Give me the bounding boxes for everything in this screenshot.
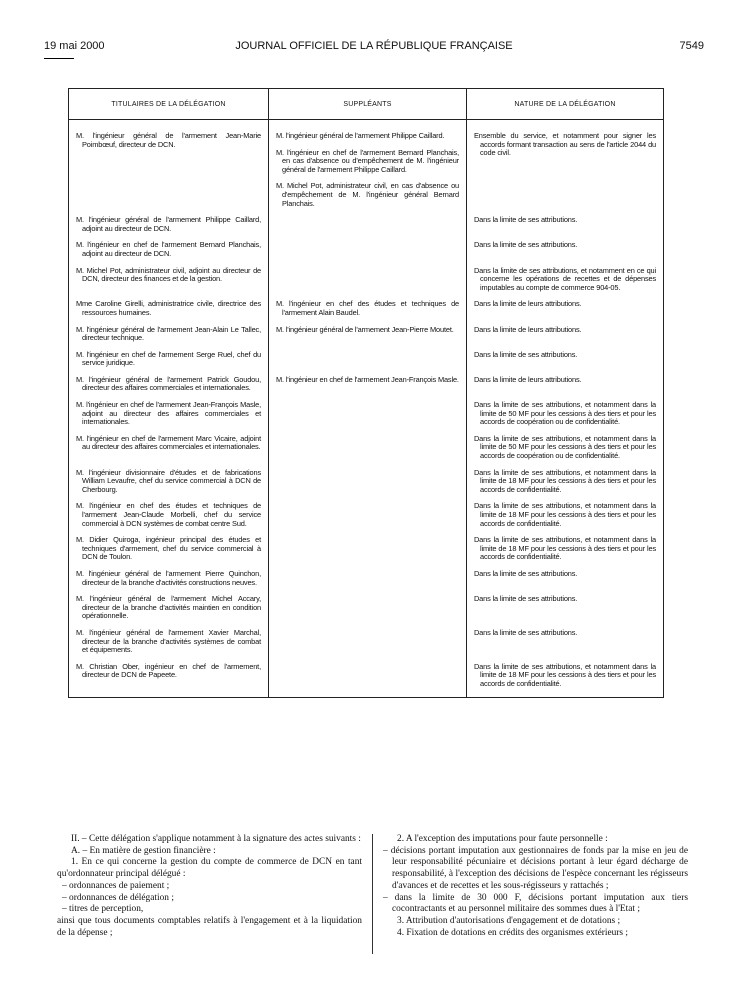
nature-text: Dans la limite de ses attributions, et notamment dans la limite de 18 MF pour les cessions à des tiers et pour les accords de confidentialité. [474,501,656,528]
suppleant-cell [269,570,467,587]
suppleant-cell [269,435,467,461]
column-header-suppleants: SUPPLÉANTS [269,89,467,120]
nature-cell [467,326,664,343]
body-paragraph: 1. En ce qui concerne la gestion du compte de commerce de DCN en tant qu'ordonnateur principal délégué : [57,857,362,880]
titulaire-text: M. l'ingénieur en chef de l'armement Jean-François Masle, adjoint au directeur des affaires commerciales et internationales. [76,400,261,427]
titulaire-cell [69,326,269,343]
suppleant-cell [269,376,467,393]
nature-text: Dans la limite de leurs attributions. [474,324,582,334]
page-header [44,40,704,54]
nature-text: Dans la limite de ses attributions, et notamment dans la limite de 50 MF pour les cessions à des tiers et pour les accords de coopération ou de confidentialité. [474,400,656,427]
titulaire-cell [69,629,269,655]
body-paragraph: – titres de perception, [62,904,144,915]
table-row [69,300,664,317]
table-row [69,326,664,343]
titulaire-text: M. l'ingénieur en chef de l'armement Serge Ruel, chef du service juridique. [76,349,261,368]
suppleant-cell [269,502,467,528]
nature-cell [467,502,664,528]
nature-cell [467,570,664,587]
suppleant-cell [269,469,467,495]
nature-cell [467,663,664,689]
nature-cell [467,132,664,208]
titulaire-cell [69,401,269,427]
nature-cell [467,536,664,562]
nature-text: Dans la limite de ses attributions. [474,240,578,250]
nature-text: Dans la limite de ses attributions, et notamment dans la limite de 18 MF pour les cessions à des tiers et pour les accords de confidentialité. [474,467,656,494]
titulaire-cell [69,300,269,317]
titulaire-text: M. l'ingénieur général de l'armement Michel Accary, directeur de la branche d'activités maintien en condition opérationnelle. [76,594,261,621]
body-paragraph: – ordonnances de délégation ; [62,892,174,903]
titulaire-text: M. l'ingénieur en chef de l'armement Marc Vicaire, adjoint au directeur des affaires commerciales et internationales. [76,433,261,452]
suppleant-cell [269,241,467,258]
table-row [69,376,664,393]
suppleant-text: M. l'ingénieur en chef de l'armement Jean-François Masle. [276,374,459,384]
page-number: 7549 [679,40,704,52]
titulaire-cell [69,469,269,495]
suppleant-cell [269,351,467,368]
table-row [69,401,664,427]
titulaire-cell [69,595,269,621]
nature-cell [467,435,664,461]
body-text-right-column [383,834,688,939]
nature-cell [467,241,664,258]
table-row [69,536,664,562]
body-paragraph: – ordonnances de paiement ; [62,880,170,891]
titulaire-text: M. l'ingénieur général de l'armement Jean-Alain Le Tallec, directeur technique. [76,324,261,343]
nature-cell [467,300,664,317]
nature-cell [467,469,664,495]
titulaire-cell [69,132,269,208]
suppleant-text: M. l'ingénieur en chef des études et techniques de l'armement Alain Baudel. [276,299,459,317]
suppleant-text: M. l'ingénieur en chef de l'armement Bernard Planchais, en cas d'absence ou d'empêchement de M. l'ingénieur général de l'armement Philippe Caillard. [276,147,459,174]
nature-cell [467,595,664,621]
body-paragraph: ainsi que tous documents comptables relatifs à l'engagement et à la liquidation de la dépense ; [57,915,362,938]
titulaire-cell [69,267,269,293]
table-row [69,267,664,293]
body-paragraph: 4. Fixation de dotations en crédits des organismes extérieurs ; [397,927,629,938]
titulaire-cell [69,351,269,368]
titulaire-text: M. l'ingénieur général de l'armement Philippe Caillard, adjoint au directeur de DCN. [76,215,261,233]
suppleant-cell [269,595,467,621]
nature-text: Dans la limite de ses attributions, et notamment dans la limite de 18 MF pour les cessions à des tiers et pour les accords de confidentialité. [474,535,656,562]
nature-cell [467,216,664,233]
table-row [69,351,664,368]
table-header-row [69,89,664,120]
titulaire-cell [69,376,269,393]
body-paragraph: – dans la limite de 30 000 F, décisions portant imputation aux tiers cocontractants et au personnel militaire des sommes dues à l'Etat ; [383,892,688,915]
table-row [69,241,664,258]
suppleant-text: M. l'ingénieur général de l'armement Philippe Caillard. [276,131,445,140]
delegation-table [68,88,664,698]
titulaire-text: M. l'ingénieur général de l'armement Patrick Goudou, directeur des affaires commerciales et internationales. [76,374,261,393]
titulaire-text: M. l'ingénieur général de l'armement Xavier Marchal, directeur de la branche d'activités systèmes de combat et équipements. [76,627,261,655]
titulaire-cell [69,570,269,587]
suppleant-cell [269,300,467,317]
table-row [69,663,664,689]
nature-text: Dans la limite de ses attributions, et notamment dans la limite de 18 MF pour les cessions à des tiers et pour les accords de confidentialité. [474,661,656,688]
titulaire-text: M. l'ingénieur en chef de l'armement Bernard Planchais, adjoint au directeur de DCN. [76,240,261,258]
body-paragraph: 3. Attribution d'autorisations d'engagement et de dotations ; [397,915,621,926]
table-body [69,120,664,698]
suppleant-cell [269,132,467,208]
suppleant-cell [269,629,467,655]
nature-cell [467,267,664,293]
column-divider [372,834,373,954]
nature-text: Dans la limite de ses attributions. [474,349,578,359]
body-paragraph: II. – Cette délégation s'applique notamment à la signature des actes suivants : [71,834,361,844]
titulaire-cell [69,216,269,233]
suppleant-cell [269,401,467,427]
suppleant-cell [269,267,467,293]
table-row [69,629,664,655]
nature-text: Dans la limite de leurs attributions. [474,374,582,384]
titulaire-text: M. l'ingénieur général de l'armement Jean-Marie Poimbœuf, directeur de DCN. [76,131,261,149]
table-row [69,595,664,621]
nature-cell [467,629,664,655]
body-paragraph: – décisions portant imputation aux gestionnaires de fonds par la mise en jeu de leur responsabilité pécuniaire et décisions portant à leur égard décharge de responsabilité, à l'exception des décisions de l'espèce concernant les régisseurs d'avances et de recettes et les sous-régisseurs y rattachés ; [383,845,688,891]
titulaire-text: M. Didier Quiroga, ingénieur principal des études et techniques d'armement, chef du service commercial à DCN de Toulon. [76,535,261,562]
nature-text: Dans la limite de ses attributions. [474,594,578,604]
issue-date: 19 mai 2000 [44,40,105,52]
nature-text: Dans la limite de ses attributions. [474,627,578,637]
titulaire-text: M. Michel Pot, administrateur civil, adjoint au directeur de DCN, directeur des finances et de la gestion. [76,265,261,284]
table-row [69,216,664,233]
nature-cell [467,351,664,368]
body-text-left-column [57,834,362,939]
titulaire-text: M. l'ingénieur divisionnaire d'études et de fabrications William Levaufre, chef du service commercial à DCN de Cherbourg. [76,467,261,494]
titulaire-cell [69,663,269,689]
table-row [69,469,664,495]
titulaire-cell [69,502,269,528]
row-spacer [69,689,664,698]
nature-text: Dans la limite de ses attributions. [474,568,578,578]
body-paragraph: 2. A l'exception des imputations pour faute personnelle : [397,834,608,844]
nature-text: Dans la limite de ses attributions, et notamment dans la limite de 50 MF pour les cessions à des tiers et pour les accords de coopération ou de confidentialité. [474,433,656,461]
column-header-titulaires: TITULAIRES DE LA DÉLÉGATION [69,89,269,120]
suppleant-cell [269,216,467,233]
table-row [69,435,664,461]
titulaire-cell [69,241,269,258]
titulaire-cell [69,435,269,461]
suppleant-text: M. Michel Pot, administrateur civil, en cas d'absence ou d'empêchement de M. l'ingénieur général Bernard Planchais. [276,181,459,208]
nature-cell [467,401,664,427]
nature-text: Dans la limite de leurs attributions. [474,299,582,309]
body-paragraph: A. – En matière de gestion financière : [71,845,216,856]
nature-text: Ensemble du service, et notamment pour signer les accords formant transaction au sens de l'article 2044 du code civil. [474,131,656,158]
table-row [69,132,664,208]
suppleant-cell [269,663,467,689]
titulaire-text: M. Christian Ober, ingénieur en chef de l'armement, directeur de DCN de Papeete. [76,661,261,680]
titulaire-cell [69,536,269,562]
journal-title: JOURNAL OFFICIEL DE LA RÉPUBLIQUE FRANÇAISE [235,40,513,52]
suppleant-cell [269,326,467,343]
nature-text: Dans la limite de ses attributions. [474,215,578,225]
titulaire-text: M. l'ingénieur en chef des études et techniques de l'armement Jean-Claude Morbelli, chef du service commercial à DCN systèmes de combat centre Sud. [76,501,261,528]
suppleant-text: M. l'ingénieur général de l'armement Jean-Pierre Moutet. [276,324,454,334]
table-row [69,570,664,587]
table-row [69,502,664,528]
nature-cell [467,376,664,393]
column-header-nature: NATURE DE LA DÉLÉGATION [467,89,664,120]
header-rule [44,58,74,59]
titulaire-text: Mme Caroline Girelli, administratrice civile, directrice des ressources humaines. [76,299,261,317]
nature-text: Dans la limite de ses attributions, et notamment en ce qui concerne les opérations de recettes et de dépenses imputables au compte de commerce 904-05. [474,265,656,292]
titulaire-text: M. l'ingénieur général de l'armement Pierre Quinchon, directeur de la branche d'activités constructions neuves. [76,568,261,587]
suppleant-cell [269,536,467,562]
